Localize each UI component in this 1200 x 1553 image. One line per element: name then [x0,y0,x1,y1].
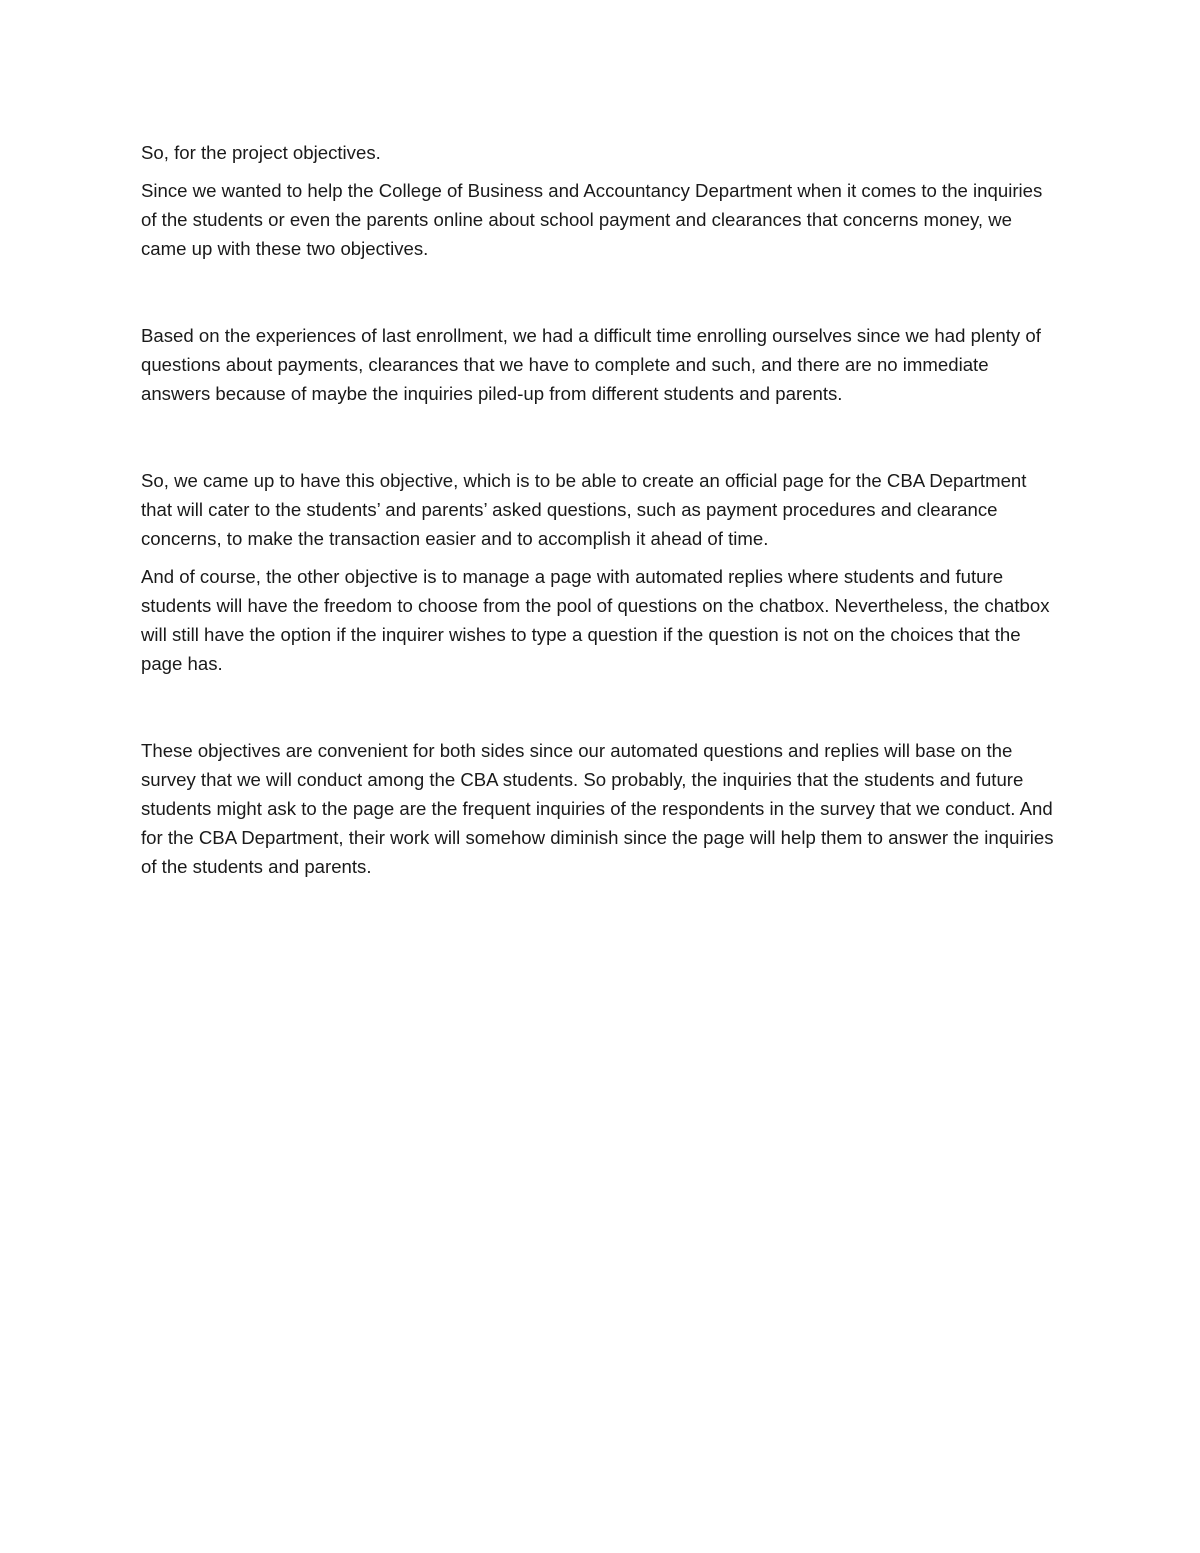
paragraph-objective-two: And of course, the other objective is to manage a page with automated replies where students and future students will have the freedom to choose from the pool of questions on the chatbox. Nevertheless, the chatbox will still have the option if the inquirer wishes to type a question if the question is not on the choices that the page has. [141,566,1050,674]
paragraph-intro: So, for the project objectives. [141,142,381,163]
paragraph-experience: Based on the experiences of last enrollment, we had a difficult time enrolling ourselves since we had plenty of questions about payments, clearances that we have to complete and such, and there are no immediate answers because of maybe the inquiries piled-up from different students and parents. [141,325,1041,404]
paragraph-conclusion: These objectives are convenient for both sides since our automated questions and replies will base on the survey that we will conduct among the CBA students. So probably, the inquiries that the students and future students might ask to the page are the frequent inquiries of the respondents in the survey that we conduct. And for the CBA Department, their work will somehow diminish since the page will help them to answer the inquiries of the students and parents. [141,740,1054,877]
document-body [141,138,1061,890]
paragraph-purpose: Since we wanted to help the College of Business and Accountancy Department when it comes to the inquiries of the students or even the parents online about school payment and clearances that concerns money, we came up with these two objectives. [141,180,1043,259]
paragraph-objective-one: So, we came up to have this objective, which is to be able to create an official page for the CBA Department that will cater to the students’ and parents’ asked questions, such as payment procedures and clearance concerns, to make the transaction easier and to accomplish it ahead of time. [141,470,1027,549]
